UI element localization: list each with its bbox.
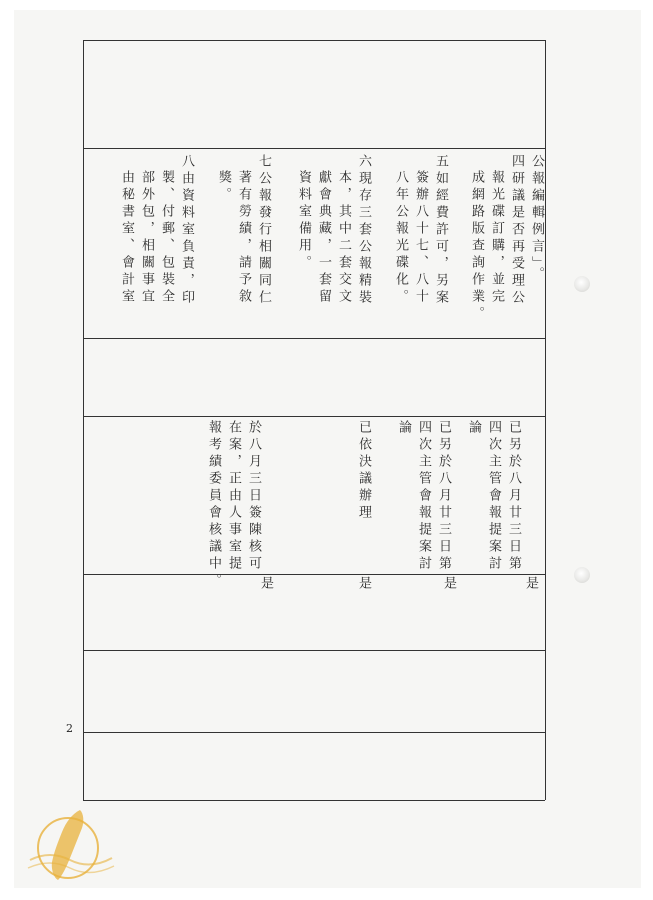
- binding-hole-icon: [574, 567, 590, 583]
- table-rule-3: [83, 416, 545, 417]
- table-border-left: [83, 40, 84, 800]
- document-page: [14, 10, 641, 888]
- table-rule-top: [83, 40, 545, 41]
- text-column: 已另於八月廿三日第: [436, 420, 451, 573]
- text-column: 報光碟訂購，並完: [489, 170, 504, 306]
- result-mark: 是: [356, 576, 371, 593]
- table-rule-bottom: [83, 800, 545, 801]
- text-column: 著有勞績，請予敘: [236, 170, 251, 306]
- table-rule-2: [83, 338, 545, 339]
- text-column: 已依決議辦理: [356, 420, 371, 522]
- binding-hole-icon: [574, 276, 590, 292]
- text-column: 公報編輯例言」。: [529, 154, 544, 284]
- table-border-right: [545, 40, 546, 800]
- result-mark: 是: [523, 576, 538, 593]
- text-column: 四研議是否再受理公: [509, 154, 524, 307]
- text-column: 已另於八月廿三日第: [506, 420, 521, 573]
- text-column: 獻會典藏，一套留: [316, 170, 331, 306]
- table-rule-6: [83, 732, 545, 733]
- text-column: 論: [396, 420, 411, 437]
- text-column: 在案，正由人事室提: [226, 420, 241, 573]
- text-column: 五如經費許可，另案: [433, 154, 448, 307]
- text-column: 七公報發行相關同仁: [256, 154, 271, 307]
- text-column: 論: [466, 420, 481, 437]
- taiwan-archive-logo-icon: [22, 800, 118, 884]
- page-number: 2: [66, 722, 73, 735]
- text-column: 由秘書室、會計室: [119, 170, 134, 306]
- text-column: 簽辦八十七、八十: [413, 170, 428, 306]
- text-column: 部外包，相關事宜: [139, 170, 154, 306]
- result-mark: 是: [441, 576, 456, 593]
- table-rule-1: [83, 148, 545, 149]
- text-column: 本，其中二套交文: [336, 170, 351, 306]
- text-column: 資料室備用。: [296, 170, 311, 272]
- text-column: 八年公報光碟化。: [393, 170, 408, 306]
- text-column: 獎。: [216, 170, 231, 204]
- text-column: 製、付郵、包裝全: [159, 170, 174, 306]
- text-column: 成網路版查詢作業。: [469, 170, 484, 323]
- text-column: 報考績委員會核議中。: [206, 420, 221, 590]
- table-rule-5: [83, 650, 545, 651]
- text-column: 四次主管會報提案討: [486, 420, 501, 573]
- text-column: 四次主管會報提案討: [416, 420, 431, 573]
- text-column: 六現存三套公報精裝: [356, 154, 371, 307]
- table-rule-4: [83, 574, 545, 575]
- result-mark: 是: [258, 576, 273, 593]
- text-column: 於八月三日簽陳核可: [246, 420, 261, 573]
- logo-wave-icon: [28, 863, 114, 873]
- text-column: 八由資料室負責，印: [179, 154, 194, 307]
